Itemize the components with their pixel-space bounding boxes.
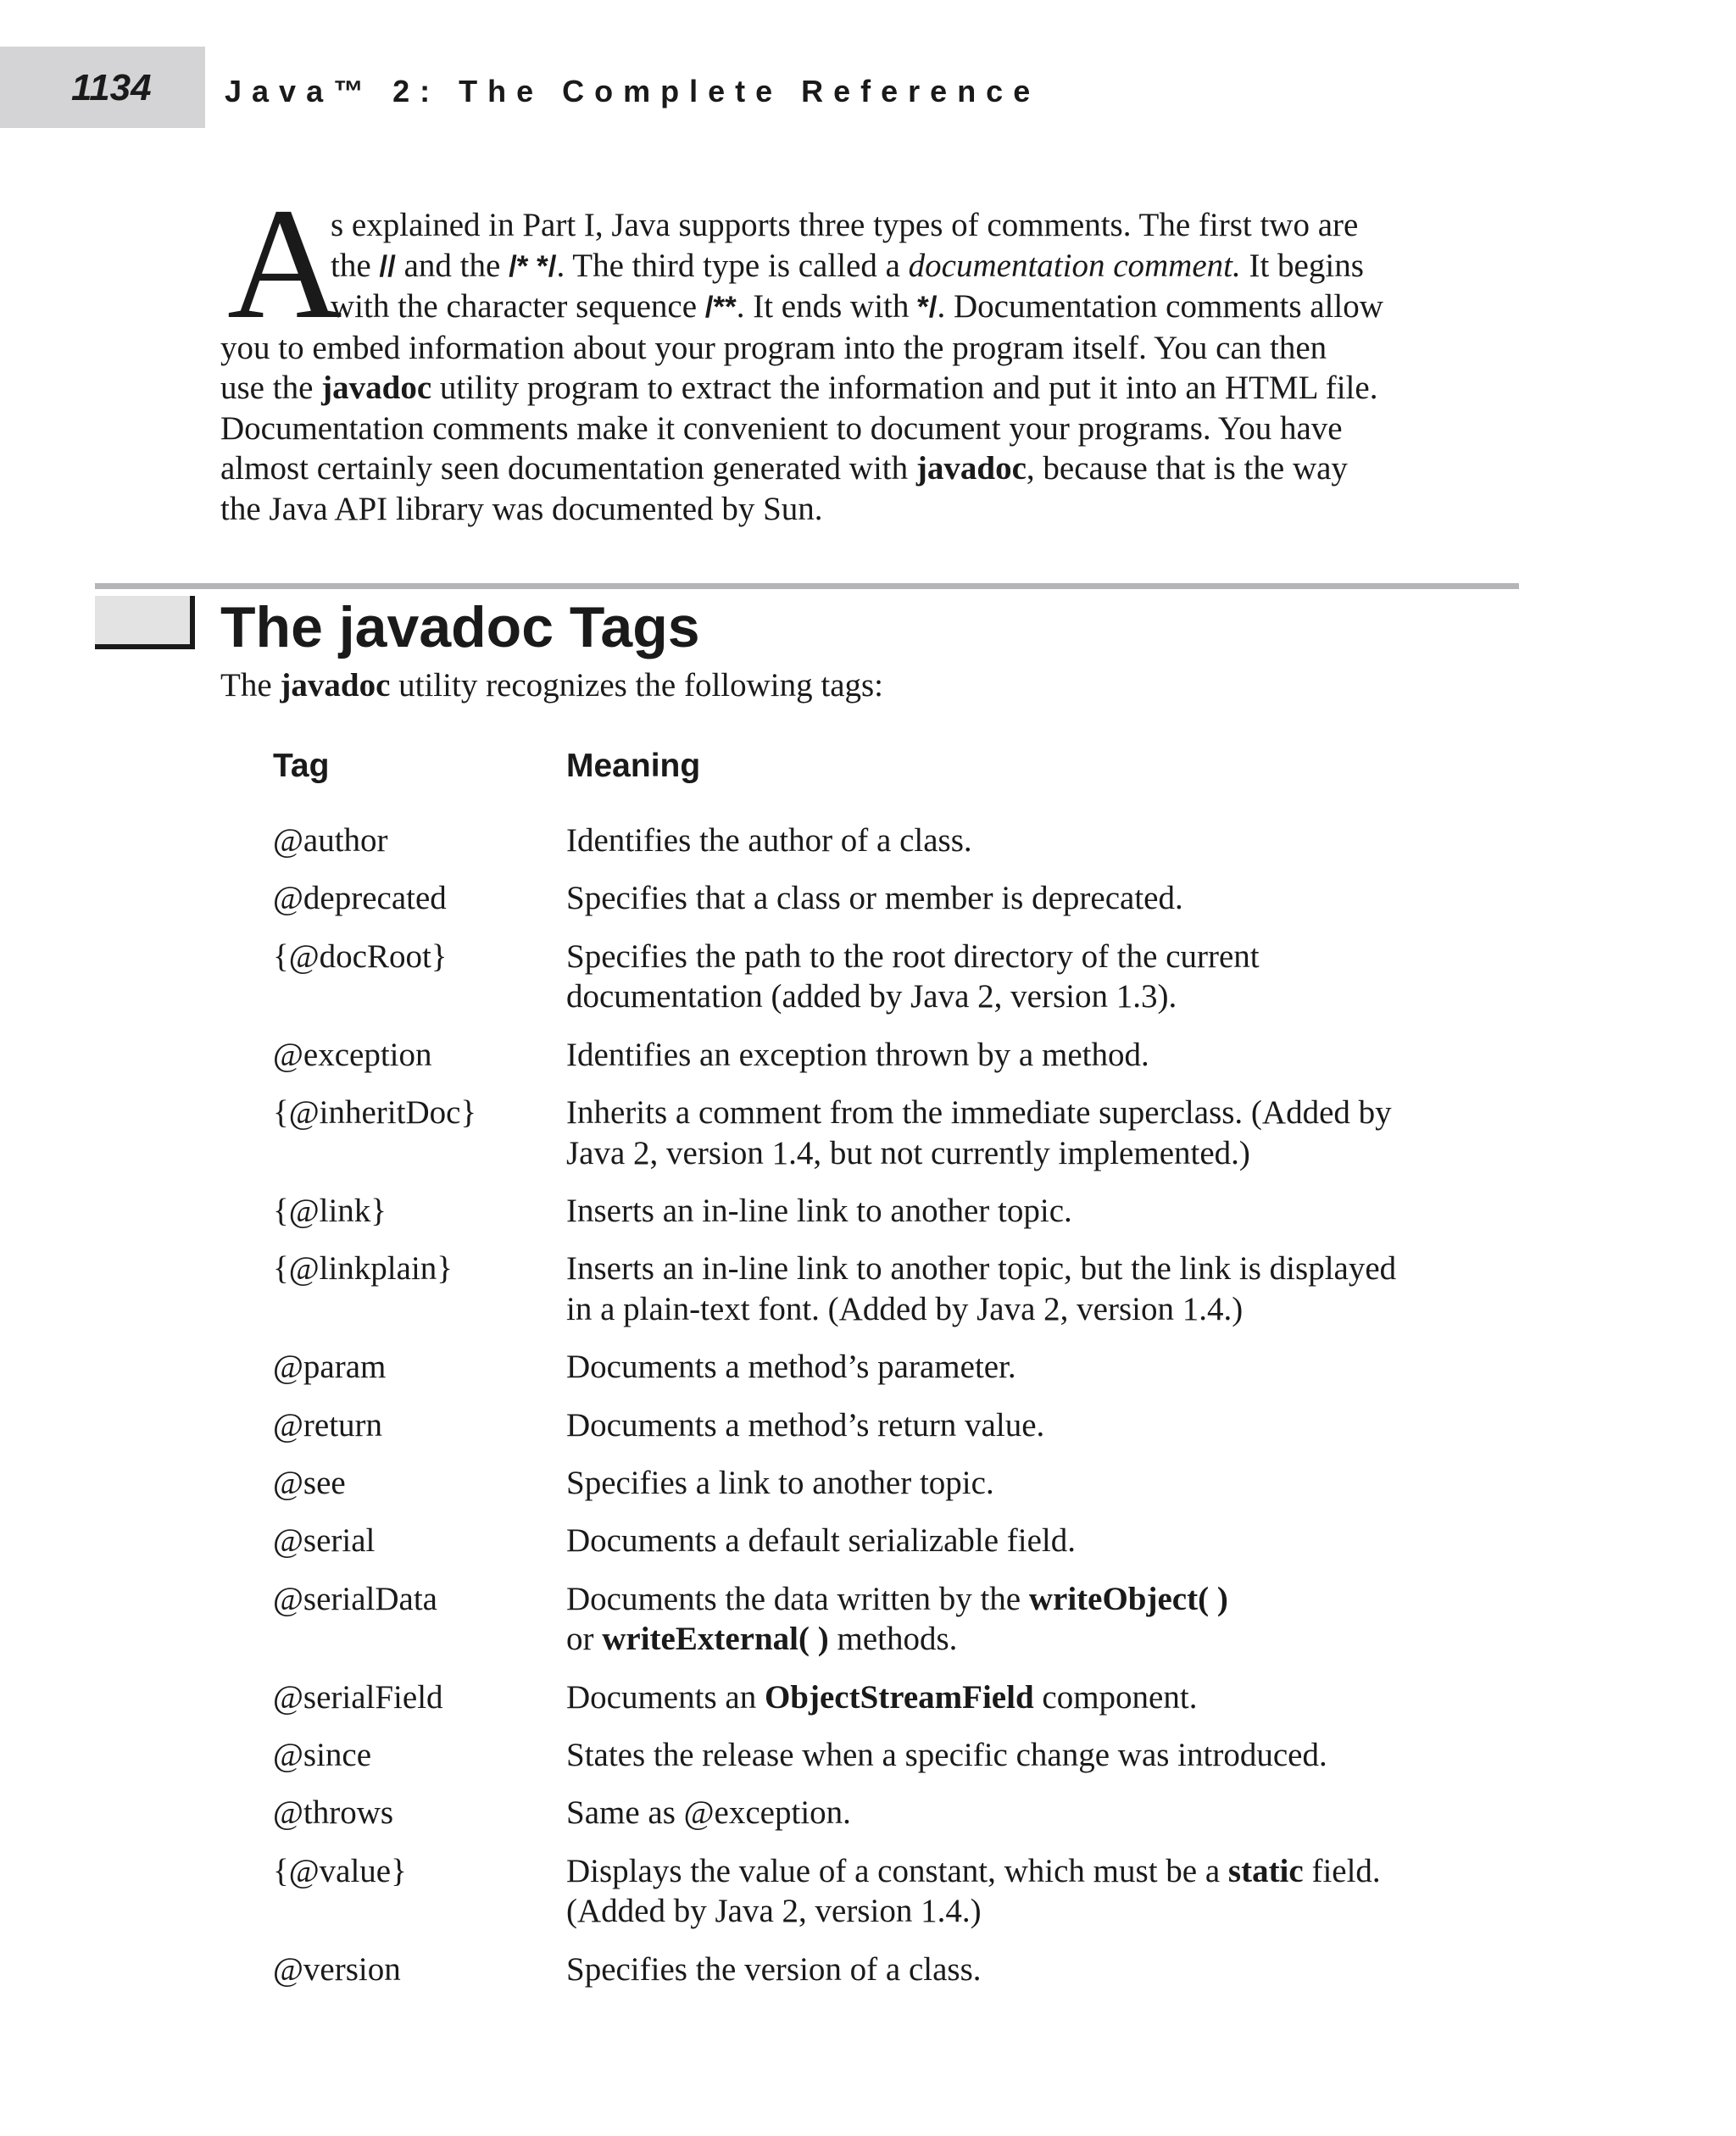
table-row: [273, 1793, 1527, 1833]
column-header-tag: Tag: [273, 748, 330, 784]
intro-paragraph: [220, 205, 1526, 529]
intro-line: s explained in Part I, Java supports three types of comments. The first two are: [331, 207, 1359, 243]
tag-cell: @serial: [273, 1522, 376, 1560]
table-row: [273, 1191, 1527, 1232]
table-row: [273, 1677, 1527, 1718]
tag-cell: @see: [273, 1465, 346, 1502]
section-rule: [95, 583, 1519, 589]
meaning-cell: Inserts an in-line link to another topic.: [566, 1192, 1072, 1229]
tag-cell: @throws: [273, 1794, 394, 1832]
tag-cell: @serialData: [273, 1580, 437, 1617]
tag-cell: @author: [273, 822, 388, 859]
section-lead: The javadoc utility recognizes the following tags:: [220, 667, 884, 704]
meaning-cell: Identifies an exception thrown by a method.: [566, 1036, 1149, 1073]
table-row: [273, 878, 1527, 919]
meaning-cell: Inherits a comment from the immediate superclass. (Added by Java 2, version 1.4, but not currently implemented.): [566, 1094, 1392, 1171]
drop-cap: A: [227, 175, 342, 352]
tag-cell: @since: [273, 1737, 372, 1774]
table-row: [273, 1249, 1527, 1329]
meaning-cell: Documents a method’s parameter.: [566, 1349, 1016, 1386]
intro-line: with the character sequence /**. It ends with */. Documentation comments allow: [331, 288, 1383, 325]
table-header: [273, 744, 1527, 820]
table-row: [273, 1579, 1527, 1660]
meaning-cell: Documents the data written by the writeObject( ) or writeExternal( ) methods.: [566, 1580, 1228, 1658]
table-row: [273, 1463, 1527, 1504]
tag-cell: @param: [273, 1349, 387, 1386]
meaning-cell: Specifies the version of a class.: [566, 1950, 982, 1988]
intro-line: Documentation comments make it convenient to document your programs. You have: [220, 409, 1343, 447]
tag-cell: @serialField: [273, 1678, 443, 1716]
running-title: Java™ 2: The Complete Reference: [225, 74, 1041, 108]
meaning-cell: Displays the value of a constant, which must be a static field. (Added by Java 2, version 1.4.): [566, 1852, 1381, 1930]
section-marker-icon: [95, 596, 195, 649]
table-row: [273, 820, 1527, 861]
tag-cell: @return: [273, 1406, 383, 1443]
meaning-cell: Documents a default serializable field.: [566, 1522, 1076, 1560]
tag-cell: @deprecated: [273, 880, 447, 917]
table-row: [273, 1950, 1527, 1990]
table-row: [273, 1035, 1527, 1076]
meaning-cell: Documents a method’s return value.: [566, 1406, 1045, 1443]
section-title: The javadoc Tags: [220, 595, 700, 659]
intro-line: almost certainly seen documentation generated with javadoc, because that is the way: [220, 450, 1348, 487]
table-row: [273, 937, 1527, 1017]
intro-line: the // and the /* */. The third type is called a documentation comment. It begins: [331, 247, 1364, 284]
table-row: [273, 1735, 1527, 1776]
meaning-cell: Specifies that a class or member is deprecated.: [566, 880, 1183, 917]
intro-line: the Java API library was documented by Sun.: [220, 490, 823, 527]
meaning-cell: Specifies a link to another topic.: [566, 1465, 994, 1502]
meaning-cell: Same as @exception.: [566, 1794, 851, 1832]
table-row: [273, 1851, 1527, 1932]
tag-cell: @exception: [273, 1036, 432, 1073]
tag-cell: {@linkplain}: [273, 1250, 453, 1288]
table-row: [273, 1405, 1527, 1446]
intro-line: you to embed information about your program into the program itself. You can then: [220, 329, 1327, 366]
meaning-cell: Documents an ObjectStreamField component.: [566, 1678, 1198, 1716]
tag-cell: {@docRoot}: [273, 937, 448, 975]
tag-cell: {@link}: [273, 1192, 387, 1229]
tag-cell: {@inheritDoc}: [273, 1094, 477, 1132]
table-row: [273, 1347, 1527, 1388]
meaning-cell: Specifies the path to the root directory of the current documentation (added by Java 2, version 1.3).: [566, 937, 1260, 1015]
meaning-cell: Identifies the author of a class.: [566, 822, 972, 859]
page-number: 1134: [71, 67, 152, 108]
tag-cell: {@value}: [273, 1852, 407, 1889]
intro-line: use the javadoc utility program to extract the information and put it into an HTML file.: [220, 370, 1378, 406]
table-row: [273, 1093, 1527, 1173]
column-header-meaning: Meaning: [566, 748, 701, 784]
table-row: [273, 1521, 1527, 1561]
meaning-cell: Inserts an in-line link to another topic, but the link is displayed in a plain-text font. (Added by Java 2, version 1.4.): [566, 1250, 1397, 1327]
meaning-cell: States the release when a specific change was introduced.: [566, 1737, 1327, 1774]
tag-cell: @version: [273, 1950, 401, 1988]
tag-table: [273, 744, 1527, 2007]
